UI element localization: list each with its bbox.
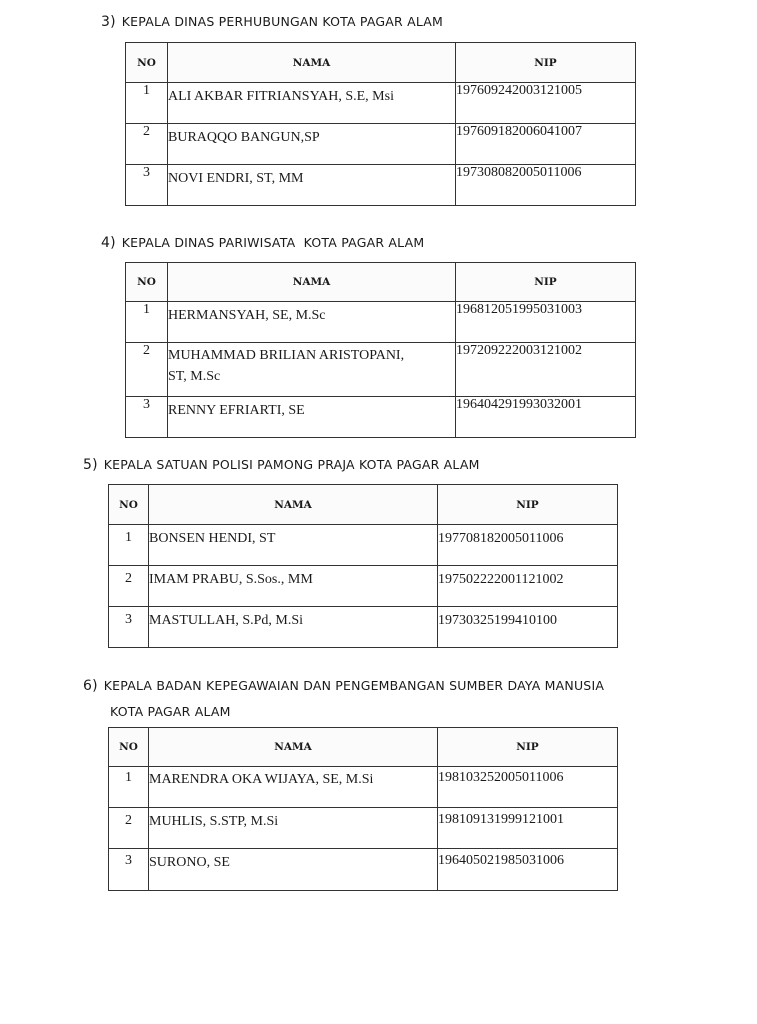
row-nama-line2: ST, M.Sc — [168, 369, 221, 384]
header-nip: NIP — [438, 485, 618, 525]
section-title: KEPALA SATUAN POLISI PAMONG PRAJA KOTA PAGAR ALAM — [103, 457, 480, 472]
row-nip: 19730325199410100 — [438, 607, 618, 648]
row-nama: HERMANSYAH, SE, M.Sc — [168, 302, 456, 343]
row-no: 3 — [126, 397, 168, 438]
table-row — [126, 397, 636, 438]
row-nip: 197609242003121005 — [456, 83, 636, 124]
row-no: 2 — [109, 566, 149, 607]
header-nip: NIP — [438, 728, 618, 767]
section-heading — [83, 678, 604, 694]
table-row — [126, 302, 636, 343]
header-no: NO — [109, 728, 149, 767]
table-row — [126, 343, 636, 397]
section-title: KEPALA DINAS PERHUBUNGAN KOTA PAGAR ALAM — [121, 14, 444, 29]
section-title: KEPALA BADAN KEPEGAWAIAN DAN PENGEMBANGAN SUMBER DAYA MANUSIA — [103, 678, 605, 693]
row-nama: MASTULLAH, S.Pd, M.Si — [149, 607, 438, 648]
header-nip: NIP — [456, 43, 636, 83]
table-row — [109, 849, 618, 891]
section-heading — [101, 235, 424, 251]
row-no: 3 — [109, 607, 149, 648]
row-no: 2 — [126, 343, 168, 397]
section-number: 6) — [83, 678, 98, 694]
row-nip: 197209222003121002 — [456, 343, 636, 397]
row-no: 2 — [109, 808, 149, 849]
row-nip: 196812051995031003 — [456, 302, 636, 343]
table-row — [109, 767, 618, 808]
header-nama: NAMA — [149, 728, 438, 767]
row-no: 1 — [126, 302, 168, 343]
header-no: NO — [109, 485, 149, 525]
row-nama: MUHLIS, S.STP, M.Si — [149, 808, 438, 849]
row-nip: 197502222001121002 — [438, 566, 618, 607]
table-row — [126, 83, 636, 124]
table-row — [126, 165, 636, 206]
section-number: 5) — [83, 457, 98, 473]
officials-table — [125, 262, 636, 438]
row-nip: 197609182006041007 — [456, 124, 636, 165]
table-row — [109, 525, 618, 566]
row-nip: 198109131999121001 — [438, 808, 618, 849]
row-nip: 198103252005011006 — [438, 767, 618, 808]
table-row — [109, 566, 618, 607]
section-number: 4) — [101, 235, 116, 251]
row-nip: 197708182005011006 — [438, 525, 618, 566]
table-row — [109, 808, 618, 849]
row-nip: 197308082005011006 — [456, 165, 636, 206]
row-nama: SURONO, SE — [149, 849, 438, 891]
header-no: NO — [126, 43, 168, 83]
row-nama: IMAM PRABU, S.Sos., MM — [149, 566, 438, 607]
row-no: 2 — [126, 124, 168, 165]
row-nama: RENNY EFRIARTI, SE — [168, 397, 456, 438]
row-no: 3 — [126, 165, 168, 206]
section-title: KEPALA DINAS PARIWISATA KOTA PAGAR ALAM — [121, 235, 425, 250]
row-no: 1 — [109, 525, 149, 566]
table-row — [109, 607, 618, 648]
section-heading — [83, 457, 480, 473]
officials-table — [108, 727, 618, 891]
row-nip: 196404291993032001 — [456, 397, 636, 438]
row-nama: BURAQQO BANGUN,SP — [168, 124, 456, 165]
officials-table — [125, 42, 636, 206]
table-row — [126, 124, 636, 165]
header-nama: NAMA — [149, 485, 438, 525]
row-nip: 196405021985031006 — [438, 849, 618, 891]
header-nama: NAMA — [168, 263, 456, 302]
row-nama — [168, 343, 456, 397]
header-nama: NAMA — [168, 43, 456, 83]
row-nama-line1: MUHAMMAD BRILIAN ARISTOPANI, — [168, 348, 405, 363]
section-heading-continued — [110, 704, 231, 719]
row-nama: MARENDRA OKA WIJAYA, SE, M.Si — [149, 767, 438, 808]
row-nama: NOVI ENDRI, ST, MM — [168, 165, 456, 206]
section-title-line2: KOTA PAGAR ALAM — [110, 704, 231, 719]
section-heading — [101, 14, 443, 30]
row-nama: ALI AKBAR FITRIANSYAH, S.E, Msi — [168, 83, 456, 124]
officials-table — [108, 484, 618, 648]
section-number: 3) — [101, 14, 116, 30]
row-no: 1 — [109, 767, 149, 808]
header-no: NO — [126, 263, 168, 302]
row-nama: BONSEN HENDI, ST — [149, 525, 438, 566]
header-nip: NIP — [456, 263, 636, 302]
row-no: 1 — [126, 83, 168, 124]
row-no: 3 — [109, 849, 149, 891]
